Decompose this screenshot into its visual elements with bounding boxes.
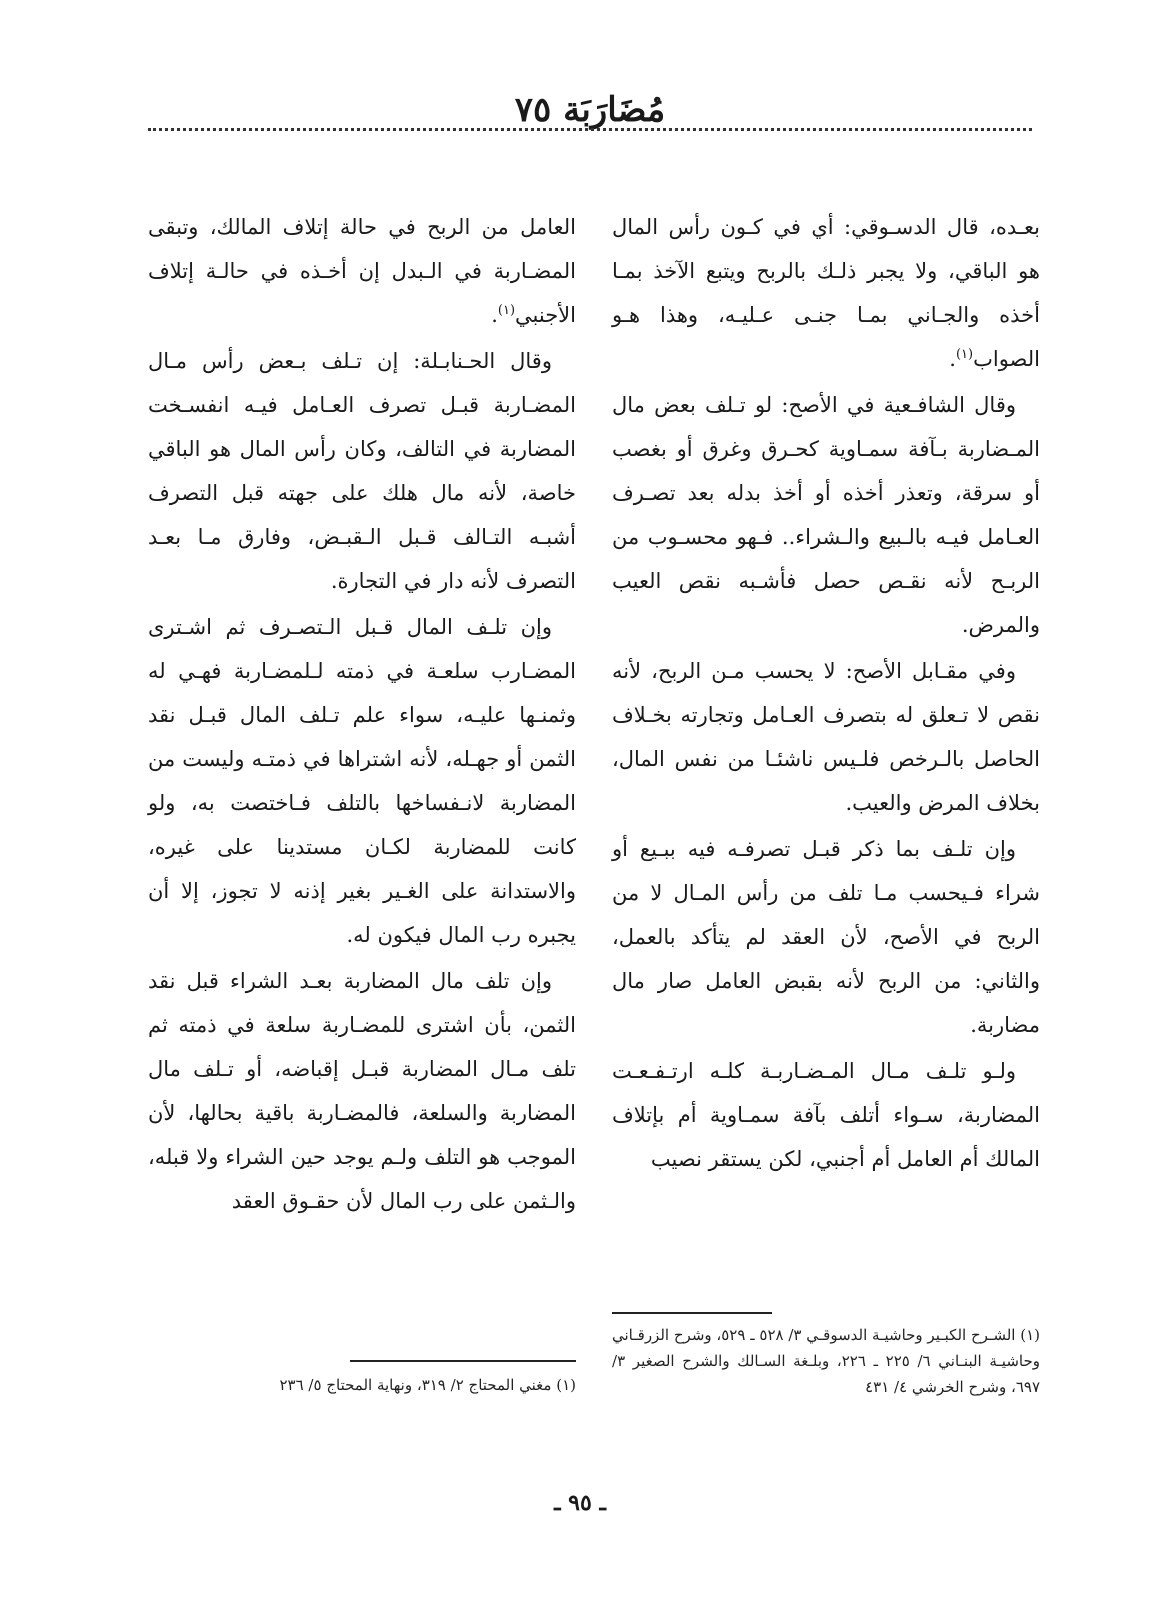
paragraph: وفي مقـابل الأصح: لا يحسب مـن الربح، لأنه نقص لا تـعلق له بتصرف العـامل وتجارته بخـلاف الحاصل بالـرخص فلـيس ناشئـا من نفس المال، بخلاف المرض والعيب. bbox=[612, 659, 1040, 815]
page-title: مُضَارَبَة ٧٥ bbox=[514, 90, 666, 130]
paragraph: وإن تلف مال المضاربة بعـد الشراء قبل نقد الثمن، بأن اشترى للمضـاربة سلعة في ذمته ثم تلف مـال المضاربة قبـل إقباضه، أو تـلف مال المضاربة والسلعة، فالمضـاربة باقية بحالها، لأن الموجب هو التلف ولـم يوجد حين الشراء ولا قبله، والـثمن على رب المال لأن حقـوق العقد bbox=[148, 969, 576, 1213]
footnote-left: (١) مغني المحتاج ٢/ ٣١٩، ونهاية المحتاج ٥/ ٢٣٦ bbox=[279, 1376, 576, 1394]
paragraph-text: العامل من الربح في حالة إتلاف المالك، وتبقى المضـاربة في الـبدل إن أخـذه في حالـة إتلاف الأجنبي bbox=[148, 215, 576, 327]
paragraph-text: بعـده، قال الدسـوقي: أي في كـون رأس المال هو الباقي، ولا يجبر ذلـك بالربح ويتبع الآخذ بمـا أخذه والجـاني بمـا جنـى عـليـه، وهذا هـو الصواب bbox=[612, 215, 1040, 371]
footnote-divider bbox=[350, 1360, 576, 1362]
paragraph: وإن تلـف المال قـبل الـتصـرف ثم اشـترى المضـارب سلعـة في ذمته لـلمضـاربة فهـي له وثمنـها عليـه، سواء علم تـلف المال قبـل نقد الثمن أو جهـله، لأنه اشتراها في ذمتـه وليست من المضاربة لانـفساخها بالتلف فـاختصت به، ولو كانت للمضاربة لكـان مستدينا على غيره، والاستدانة على الغـير بغير إذنه لا تجوز، إلا أن يجبره رب المال فيكون له. bbox=[148, 615, 576, 947]
header-dotted-rule bbox=[148, 128, 1032, 131]
paragraph: وإن تلـف بما ذكر قبـل تصرفـه فيه ببـيع أو شراء فـيحسب مـا تلف من رأس المـال لا من الربح في الأصح، لأن العقد لم يتأكد بالعمل، والثاني: من الربح لأنه بقبض العامل صار مال مضاربة. bbox=[612, 837, 1040, 1037]
footnote-divider bbox=[612, 1312, 772, 1314]
footnote-right: (١) الشـرح الكبـير وحاشيـة الدسوقـي ٣/ ٥٢٨ ـ ٥٢٩، وشرح الزرقـاني وحاشيـة البنـاني ٦/ ٢٢٥ ـ ٢٢٦، وبلـغة السـالك والشرح الصغير ٣/ ٦٩٧، وشرح الخرشي ٤/ ٤٣١ bbox=[612, 1326, 1040, 1396]
paragraph: وقال الشافـعية في الأصح: لو تـلف بعض مال المـضاربة بـآفة سمـاوية كحـرق وغرق أو بغصب أو سرقة، وتعذر أخذه أو أخذ بدله بعد تصـرف العـامل فيـه بالـبيع والـشراء.. فـهو محسـوب من الربـح لأنه نقـص حصل فأشـبه نقص العيب والمرض. bbox=[612, 393, 1040, 637]
paragraph: بعـده، قال الدسـوقي: أي في كـون رأس المال هو الباقي، ولا يجبر ذلـك بالربح ويتبع الآخذ بمـا أخذه والجـاني بمـا جنـى عـليـه، وهذا هـو الصواب$^{(١)}$. bbox=[612, 215, 1040, 371]
paragraph: وقال الحـنابـلة: إن تـلف بـعض رأس مـال المضـاربة قبـل تصرف العـامل فيـه انفسـخت المضاربة في التالف، وكان رأس المال هو الباقي خاصة، لأنه مال هلك على جهته قبل التصرف أشبـه التـالف قـبل الـقبـض، وفارق مـا بعـد التصرف لأنه دار في التجارة. bbox=[148, 349, 576, 593]
left-column bbox=[148, 205, 576, 1225]
page-number: ـ ٩٥ ـ bbox=[554, 1490, 606, 1516]
page-header bbox=[150, 80, 1030, 140]
right-column bbox=[612, 205, 1040, 1183]
paragraph: العامل من الربح في حالة إتلاف المالك، وتبقى المضـاربة في الـبدل إن أخـذه في حالـة إتلاف الأجنبي$^{(١)}$. bbox=[148, 215, 576, 327]
footnote-marker: (١) bbox=[955, 347, 974, 362]
footnote-marker: (١) bbox=[497, 303, 516, 318]
paragraph: ولـو تلـف مـال المـضـاربـة كلـه ارتـفـعـت المضاربة، سـواء أتلف بآفة سمـاوية أم بإتلاف المالك أم العامل أم أجنبي، لكن يستقر نصيب bbox=[612, 1059, 1040, 1171]
